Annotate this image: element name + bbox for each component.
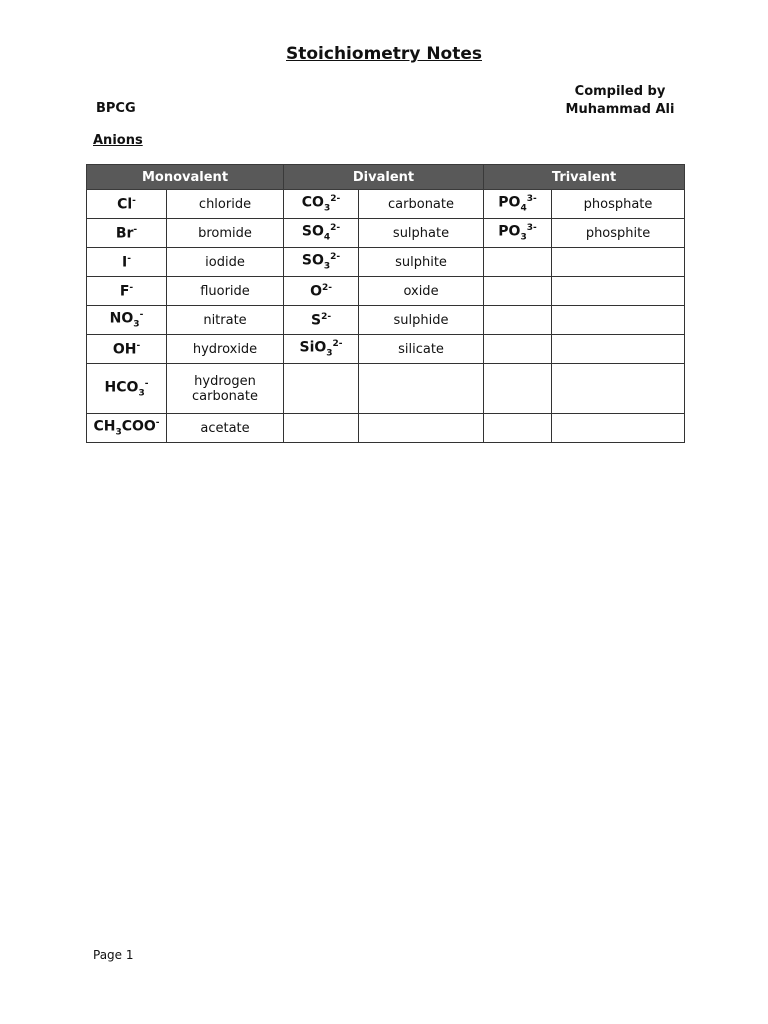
empty-cell [552,364,685,414]
table-header-row [87,165,685,190]
table-row [87,306,685,335]
empty-cell [284,414,359,443]
divalent-formula: $CO_3^{2-}$ [284,190,359,219]
trivalent-formula: $PO_3^{3-}$ [484,219,552,248]
monovalent-name: fluoride [167,277,284,306]
author-name: Muhammad Ali [565,102,675,117]
divalent-name: sulphide [359,306,484,335]
empty-cell [359,414,484,443]
divalent-formula: $SO_4^{2-}$ [284,219,359,248]
empty-cell [484,306,552,335]
trivalent-formula: $PO_4^{3-}$ [484,190,552,219]
page-number: Page 1 [93,948,134,962]
table-row [87,190,685,219]
monovalent-name: iodide [167,248,284,277]
divalent-formula: SiO$_3^{2-}$ [284,335,359,364]
empty-cell [484,414,552,443]
monovalent-name: nitrate [167,306,284,335]
divalent-formula: $O^{2-}$ [284,277,359,306]
header-monovalent: Monovalent [87,165,284,190]
monovalent-formula: Cl- [87,190,167,219]
divalent-name: silicate [359,335,484,364]
empty-cell [484,364,552,414]
monovalent-name: bromide [167,219,284,248]
monovalent-formula: $HCO_3^-$ [87,364,167,414]
monovalent-formula: I- [87,248,167,277]
monovalent-formula: Br- [87,219,167,248]
empty-cell [552,414,685,443]
monovalent-formula: OH- [87,335,167,364]
table-row [87,414,685,443]
table-row [87,364,685,414]
section-heading: Anions [93,133,143,148]
empty-cell [484,248,552,277]
divalent-formula: $SO_3^{2-}$ [284,248,359,277]
divalent-name: sulphate [359,219,484,248]
empty-cell [552,306,685,335]
empty-cell [552,277,685,306]
monovalent-name: hydrogen carbonate [167,364,284,414]
table-row [87,219,685,248]
empty-cell [359,364,484,414]
empty-cell [484,277,552,306]
monovalent-formula: F- [87,277,167,306]
monovalent-name: hydroxide [167,335,284,364]
monovalent-formula: $NO_3^-$ [87,306,167,335]
monovalent-formula: $CH_3COO^-$ [87,414,167,443]
table-row [87,277,685,306]
monovalent-name: acetate [167,414,284,443]
divalent-name: sulphite [359,248,484,277]
compiled-by-label: Compiled by [574,84,666,99]
table-row [87,335,685,364]
trivalent-name: phosphate [552,190,685,219]
empty-cell [284,364,359,414]
divalent-name: carbonate [359,190,484,219]
table-row [87,248,685,277]
header-divalent: Divalent [284,165,484,190]
organization-label: BPCG [96,101,136,116]
anions-table [86,164,685,443]
empty-cell [552,248,685,277]
divalent-name: oxide [359,277,484,306]
divalent-formula: $S^{2-}$ [284,306,359,335]
empty-cell [552,335,685,364]
monovalent-name: chloride [167,190,284,219]
author-block [560,83,680,119]
header-trivalent: Trivalent [484,165,685,190]
empty-cell [484,335,552,364]
page-title: Stoichiometry Notes [286,44,482,64]
trivalent-name: phosphite [552,219,685,248]
